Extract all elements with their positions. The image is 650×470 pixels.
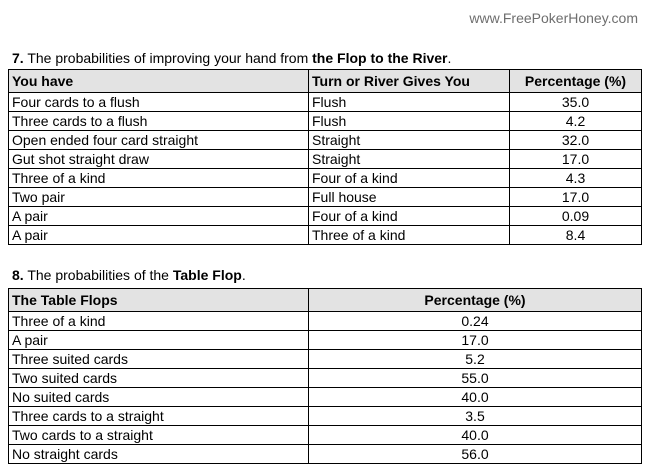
table-row (9, 112, 642, 131)
section-8-text: The probabilities of the (23, 267, 173, 283)
flop-cell: A pair (9, 331, 309, 350)
section-7-end: . (447, 50, 452, 66)
table-row (9, 407, 642, 426)
header-percentage: Percentage (%) (309, 289, 642, 312)
section-7-heading (12, 50, 451, 66)
table-row (9, 188, 642, 207)
table-header-row (9, 70, 642, 93)
percentage-cell: 4.2 (510, 112, 642, 131)
flop-cell: No suited cards (9, 388, 309, 407)
section-7-number: 7. (12, 50, 24, 66)
table-row (9, 445, 642, 464)
table-row (9, 369, 642, 388)
header-turn-or-river: Turn or River Gives You (309, 70, 510, 93)
table-row (9, 312, 642, 331)
percentage-cell: 35.0 (510, 93, 642, 112)
table-row (9, 207, 642, 226)
you-have-cell: A pair (9, 226, 309, 245)
percentage-cell: 32.0 (510, 131, 642, 150)
percentage-cell: 0.24 (309, 312, 642, 331)
percentage-cell: 17.0 (510, 188, 642, 207)
table-row (9, 93, 642, 112)
header-you-have: You have (9, 70, 309, 93)
percentage-cell: 17.0 (510, 150, 642, 169)
you-have-cell: Gut shot straight draw (9, 150, 309, 169)
percentage-cell: 40.0 (309, 388, 642, 407)
flop-cell: No straight cards (9, 445, 309, 464)
table-row (9, 331, 642, 350)
you-have-cell: Open ended four card straight (9, 131, 309, 150)
table-row (9, 169, 642, 188)
section-7-bold: the Flop to the River (312, 50, 448, 66)
section-8-bold: Table Flop (172, 267, 242, 283)
percentage-cell: 8.4 (510, 226, 642, 245)
percentage-cell: 5.2 (309, 350, 642, 369)
result-cell: Flush (309, 112, 510, 131)
header-percentage: Percentage (%) (510, 70, 642, 93)
you-have-cell: Three cards to a flush (9, 112, 309, 131)
flop-cell: Three cards to a straight (9, 407, 309, 426)
percentage-cell: 17.0 (309, 331, 642, 350)
table-row (9, 350, 642, 369)
table-row (9, 150, 642, 169)
percentage-cell: 3.5 (309, 407, 642, 426)
result-cell: Flush (309, 93, 510, 112)
flop-cell: Three suited cards (9, 350, 309, 369)
table-row (9, 226, 642, 245)
table-header-row (9, 289, 642, 312)
section-8-heading (12, 267, 246, 283)
header-table-flops: The Table Flops (9, 289, 309, 312)
table-row (9, 131, 642, 150)
percentage-cell: 40.0 (309, 426, 642, 445)
flop-cell: Two cards to a straight (9, 426, 309, 445)
result-cell: Straight (309, 150, 510, 169)
you-have-cell: A pair (9, 207, 309, 226)
result-cell: Three of a kind (309, 226, 510, 245)
table-flop-table (8, 288, 642, 464)
section-7-text: The probabilities of improving your hand from (23, 50, 313, 66)
table-row (9, 426, 642, 445)
percentage-cell: 55.0 (309, 369, 642, 388)
result-cell: Straight (309, 131, 510, 150)
you-have-cell: Four cards to a flush (9, 93, 309, 112)
table-row (9, 388, 642, 407)
flop-cell: Three of a kind (9, 312, 309, 331)
percentage-cell: 56.0 (309, 445, 642, 464)
section-8-end: . (241, 267, 246, 283)
you-have-cell: Two pair (9, 188, 309, 207)
flop-to-river-table (8, 69, 642, 245)
result-cell: Four of a kind (309, 169, 510, 188)
result-cell: Four of a kind (309, 207, 510, 226)
percentage-cell: 0.09 (510, 207, 642, 226)
section-8-number: 8. (12, 267, 24, 283)
site-url[interactable]: www.FreePokerHoney.com (469, 10, 638, 26)
flop-cell: Two suited cards (9, 369, 309, 388)
percentage-cell: 4.3 (510, 169, 642, 188)
result-cell: Full house (309, 188, 510, 207)
you-have-cell: Three of a kind (9, 169, 309, 188)
